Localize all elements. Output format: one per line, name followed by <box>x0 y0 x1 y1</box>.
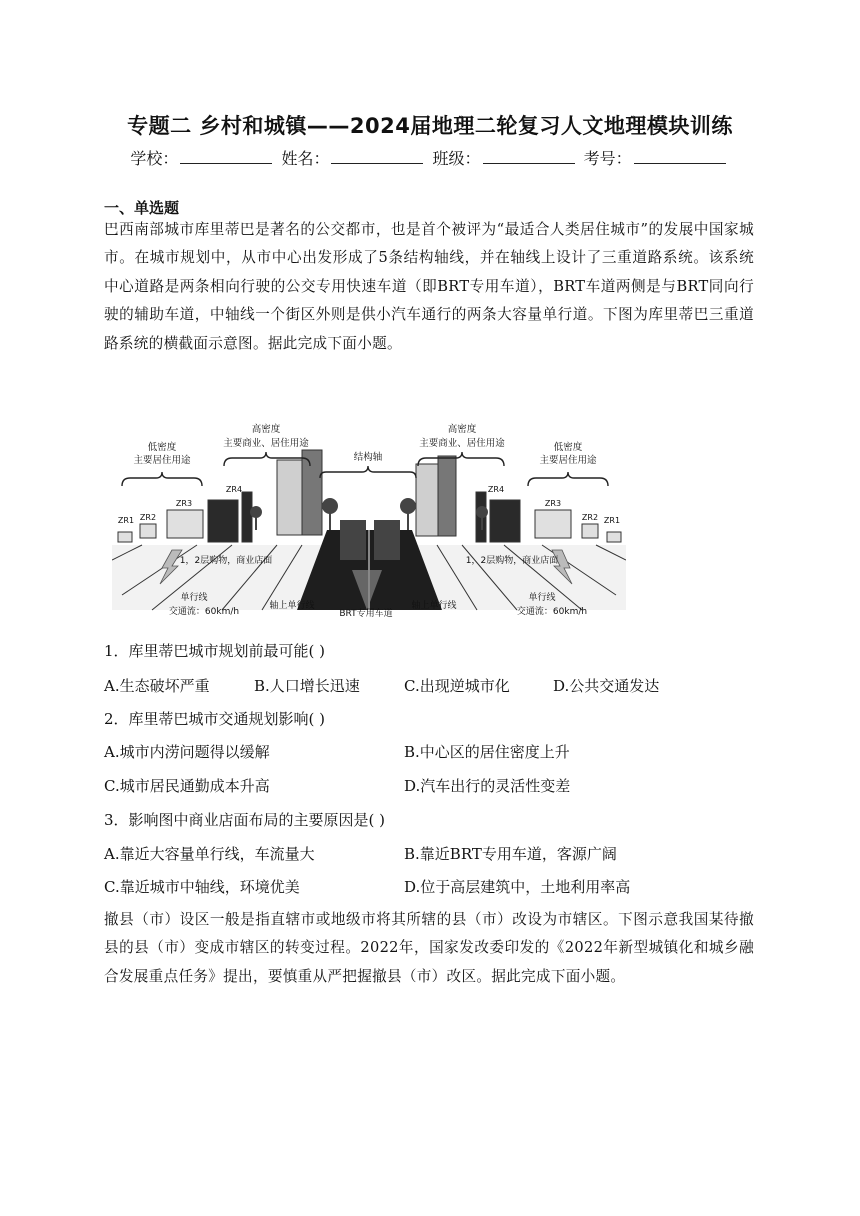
zr2-left-label: ZR2 <box>139 513 157 522</box>
shops-left-label: 1，2层购物，商业店面 <box>179 556 273 566</box>
oneway-right-label-2: 交通流：60km/h <box>516 607 588 617</box>
high-density-left-label-2: 主要商业、居住用途 <box>223 438 309 449</box>
question-2-stem: 2．库里蒂巴城市交通规划影响( ) <box>104 710 326 728</box>
q1-option-c[interactable]: C.出现逆城市化 <box>404 677 510 695</box>
zr4-left-label: ZR4 <box>225 485 243 494</box>
q2-option-d[interactable]: D.汽车出行的灵活性变差 <box>404 777 571 795</box>
q2-option-a[interactable]: A.城市内涝问题得以缓解 <box>104 743 270 761</box>
axis-oneway-left-label: 轴上单行线 <box>269 601 315 611</box>
buildings-right <box>416 456 621 542</box>
q2-option-b[interactable]: B.中心区的居住密度上升 <box>404 743 570 761</box>
q3-option-d[interactable]: D.位于高层建筑中，土地利用率高 <box>404 878 631 896</box>
oneway-left-label-1: 单行线 <box>180 593 208 603</box>
section-heading: 一、单选题 <box>104 199 180 217</box>
zr2-right-label: ZR2 <box>581 513 599 522</box>
road-system-cross-section-figure <box>112 420 626 626</box>
low-density-left-label-1: 低密度 <box>147 442 177 453</box>
low-density-left-label-2: 主要居住用途 <box>133 455 191 466</box>
zr3-right-label: ZR3 <box>544 499 562 508</box>
q3-option-a[interactable]: A.靠近大容量单行线，车流量大 <box>104 845 315 863</box>
axis-oneway-right-label: 轴上单行线 <box>411 601 457 611</box>
passage-curitiba: 巴西南部城市库里蒂巴是著名的公交都市，也是首个被评为“最适合人类居住城市”的发展中国家城市。在城市规划中，从市中心出发形成了5条结构轴线，并在轴线上设计了三重道路系统。该系统中心道路是两条相向行驶的公交专用快速车道（即BRT专用车道），BRT车道两侧是与BRT同向行驶的辅助车道，中轴线一个街区外则是供小汽车通行的两条大容量单行道。下图为库里蒂巴三重道路系统的横截面示意图。据此完成下面小题。 <box>104 221 754 352</box>
q1-option-a[interactable]: A.生态破坏严重 <box>104 677 210 695</box>
high-density-right-label-2: 主要商业、居住用途 <box>419 438 505 449</box>
oneway-left-label-2: 交通流：60km/h <box>168 607 240 617</box>
class-blank[interactable] <box>483 149 575 164</box>
brt-lane-label: BRT专用车道 <box>339 609 393 619</box>
passage-county-to-district: 撤县（市）设区一般是指直辖市或地级市将其所辖的县（市）改设为市辖区。下图示意我国某待撤县的县（市）变成市辖区的转变过程。2022年，国家发改委印发的《2022年新型城镇化和城乡融合发展重点任务》提出，要慎重从严把握撤县（市）改区。据此完成下面小题。 <box>104 911 754 985</box>
school-blank[interactable] <box>180 149 272 164</box>
document-title: 专题二 乡村和城镇——2024届地理二轮复习人文地理模块训练 <box>127 114 733 138</box>
low-density-right-label-2: 主要居住用途 <box>539 455 597 466</box>
zr3-left-label: ZR3 <box>175 499 193 508</box>
high-density-left-label-1: 高密度 <box>251 424 281 435</box>
structural-axis-label: 结构轴 <box>353 452 383 463</box>
shops-right-label: 1，2层购物，商业店面 <box>465 556 559 566</box>
question-3-stem: 3．影响图中商业店面布局的主要原因是( ) <box>104 811 386 829</box>
q1-option-b[interactable]: B.人口增长迅速 <box>254 677 360 695</box>
student-info-line <box>0 146 860 169</box>
low-density-right-label-1: 低密度 <box>553 442 583 453</box>
exam-number-label: 考号： <box>583 149 632 168</box>
school-label: 学校： <box>130 149 179 168</box>
question-1-stem: 1．库里蒂巴城市规划前最可能( ) <box>104 642 326 660</box>
q1-option-d[interactable]: D.公共交通发达 <box>553 677 660 695</box>
zr1-right-label: ZR1 <box>603 516 621 525</box>
name-label: 姓名： <box>281 149 330 168</box>
q2-option-c[interactable]: C.城市居民通勤成本升高 <box>104 777 270 795</box>
zr4-right-label: ZR4 <box>487 485 505 494</box>
class-label: 班级： <box>432 149 481 168</box>
zr1-left-label: ZR1 <box>117 516 135 525</box>
q3-option-b[interactable]: B.靠近BRT专用车道，客源广阔 <box>404 845 617 863</box>
oneway-right-label-1: 单行线 <box>528 593 556 603</box>
exam-number-blank[interactable] <box>634 149 726 164</box>
name-blank[interactable] <box>331 149 423 164</box>
q3-option-c[interactable]: C.靠近城市中轴线，环境优美 <box>104 878 300 896</box>
high-density-right-label-1: 高密度 <box>447 424 477 435</box>
